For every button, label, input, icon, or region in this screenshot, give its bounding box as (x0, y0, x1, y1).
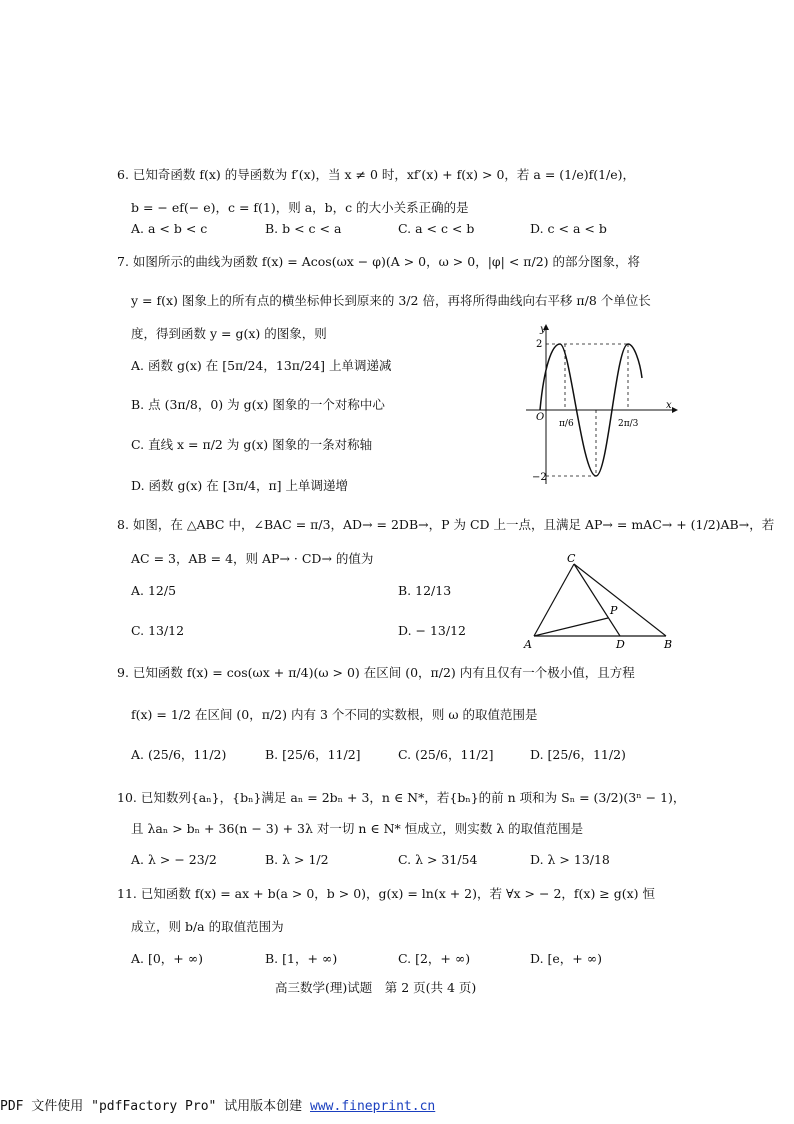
q11-option-a: A. [0，+ ∞) (131, 951, 204, 966)
pdf-watermark (0, 1095, 435, 1114)
q7-cosine-graph (522, 322, 678, 490)
q10-option-b: B. λ > 1/2 (265, 852, 329, 867)
x-tick-2pi-3: 2π/3 (618, 419, 639, 429)
q9-line2: f(x) = 1/2 在区间 (0，π/2) 内有 3 个不同的实数根，则 ω 的取值范围是 (131, 707, 538, 722)
q7-option-d: D. 函数 g(x) 在 [3π/4，π] 上单调递增 (131, 478, 349, 493)
q10-line2: 且 λaₙ > bₙ + 36(n − 3) + 3λ 对一切 n ∈ N* 恒成立，则实数 λ 的取值范围是 (131, 821, 584, 836)
q8-option-d: D. − 13/12 (398, 623, 466, 638)
label-a: A (524, 638, 532, 650)
q11-option-c: C. [2，+ ∞) (398, 951, 471, 966)
page-footer: 高三数学(理)试题 第 2 页(共 4 页) (275, 980, 477, 995)
q7-option-a: A. 函数 g(x) 在 [5π/24，13π/24] 上单调递减 (131, 358, 392, 373)
label-d: D (616, 638, 625, 650)
q8-line2: AC = 3，AB = 4，则 AP→ · CD→ 的值为 (131, 551, 374, 566)
q8-option-c: C. 13/12 (131, 623, 185, 638)
y-axis-label: y (540, 324, 546, 335)
q7-option-c: C. 直线 x = π/2 为 g(x) 图象的一条对称轴 (131, 437, 373, 452)
q9-option-d: D. [25/6，11/2) (530, 747, 626, 762)
q7-line3: 度，得到函数 y = g(x) 的图象，则 (131, 326, 327, 341)
x-axis-arrow-icon (672, 407, 678, 413)
label-c: C (567, 552, 576, 565)
q8-option-b: B. 12/13 (398, 583, 452, 598)
q8-line1: 8. 如图，在 △ABC 中，∠BAC = π/3，AD→ = 2DB→，P 为 CD 上一点，且满足 AP→ = mAC→ + (1/2)AB→，若 (117, 517, 775, 532)
x-axis-label: x (666, 400, 672, 411)
q6-option-c: C. a < c < b (398, 221, 475, 236)
q6-line1: 6. 已知奇函数 f(x) 的导函数为 f′(x)，当 x ≠ 0 时，xf′(x) + f(x) > 0，若 a = (1/e)f(1/e)， (117, 167, 636, 182)
q7-line1: 7. 如图所示的曲线为函数 f(x) = Acos(ωx − φ)(A > 0，ω > 0，|φ| < π/2) 的部分图象，将 (117, 254, 641, 269)
y-tick-bottom: −2 (532, 472, 547, 483)
watermark-text: PDF 文件使用 "pdfFactory Pro" 试用版本创建 (0, 1099, 311, 1114)
q10-option-a: A. λ > − 23/2 (131, 852, 217, 867)
x-tick-pi-6: π/6 (559, 419, 574, 429)
side-cb (574, 564, 666, 636)
q10-line1: 10. 已知数列{aₙ}，{bₙ}满足 aₙ = 2bₙ + 3，n ∈ N*，若{bₙ}的前 n 项和为 Sₙ = (3/2)(3ⁿ − 1)， (117, 790, 686, 805)
q9-option-a: A. (25/6，11/2) (131, 747, 227, 762)
label-p: P (610, 604, 618, 617)
q7-line2: y = f(x) 图象上的所有点的横坐标伸长到原来的 3/2 倍，再将所得曲线向右平移 π/8 个单位长 (131, 293, 651, 308)
q9-option-c: C. (25/6，11/2] (398, 747, 494, 762)
q11-option-b: B. [1，+ ∞) (265, 951, 338, 966)
label-b: B (664, 638, 673, 650)
q7-option-b: B. 点 (3π/8，0) 为 g(x) 图象的一个对称中心 (131, 397, 385, 412)
q6-option-b: B. b < c < a (265, 221, 342, 236)
q8-triangle-figure (522, 552, 682, 650)
q10-option-d: D. λ > 13/18 (530, 852, 610, 867)
q9-option-b: B. [25/6，11/2] (265, 747, 361, 762)
q6-option-a: A. a < b < c (131, 221, 208, 236)
origin-label: O (536, 412, 545, 423)
side-ac (534, 564, 574, 636)
watermark-link[interactable]: www.fineprint.cn (310, 1099, 436, 1114)
q11-line2: 成立，则 b/a 的取值范围为 (131, 919, 284, 934)
q9-line1: 9. 已知函数 f(x) = cos(ωx + π/4)(ω > 0) 在区间 (0，π/2) 内有且仅有一个极小值，且方程 (117, 665, 635, 680)
q6-line2: b = − ef(− e)，c = f(1)，则 a，b，c 的大小关系正确的是 (131, 200, 469, 215)
y-tick-top: 2 (536, 339, 543, 350)
q10-option-c: C. λ > 31/54 (398, 852, 478, 867)
segment-ap (534, 618, 608, 636)
q8-option-a: A. 12/5 (131, 583, 177, 598)
q11-option-d: D. [e，+ ∞) (530, 951, 603, 966)
q6-option-d: D. c < a < b (530, 221, 607, 236)
q11-line1: 11. 已知函数 f(x) = ax + b(a > 0，b > 0)，g(x) = ln(x + 2)，若 ∀x > − 2，f(x) ≥ g(x) 恒 (117, 886, 656, 901)
